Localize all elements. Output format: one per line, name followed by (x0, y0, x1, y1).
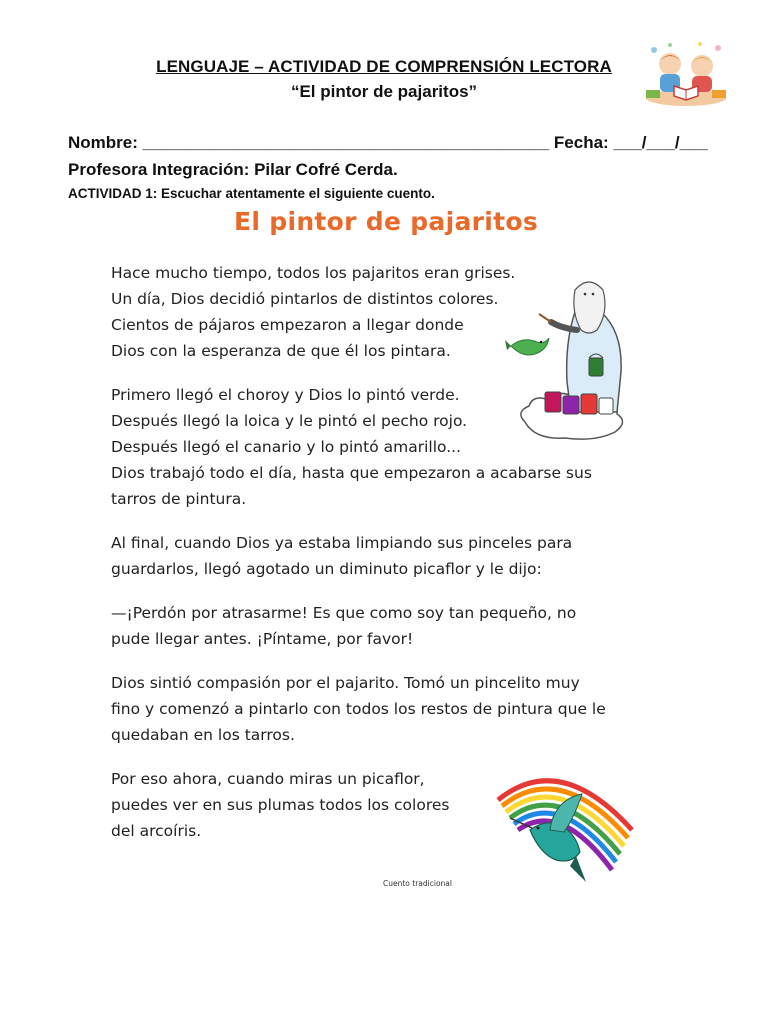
story-line: tarros de pintura. (111, 490, 247, 508)
story-paragraph (111, 600, 671, 652)
hummingbird-rainbow-illustration (490, 760, 640, 895)
story-line: Hace mucho tiempo, todos los pajaritos eran grises. (111, 264, 516, 282)
story-line: pude llegar antes. ¡Píntame, por favor! (111, 630, 414, 648)
name-blank[interactable]: ___________________________________________ (137, 133, 554, 152)
story-line: —¡Perdón por atrasarme! Es que como soy tan pequeño, no (111, 604, 577, 622)
name-label: Nombre: (68, 133, 138, 152)
teacher-line: Profesora Integración: Pilar Cofré Cerda. (68, 160, 398, 179)
story-credit: Cuento tradicional (383, 879, 452, 888)
story-title: El pintor de pajaritos (234, 207, 539, 236)
activity-instruction: ACTIVIDAD 1: Escuchar atentamente el siguiente cuento. (68, 186, 435, 201)
story-line: Un día, Dios decidió pintarlos de distintos colores. (111, 290, 499, 308)
children-reading-illustration (640, 40, 732, 108)
story-line: Por eso ahora, cuando miras un picaflor, (111, 770, 425, 788)
name-date-line (68, 133, 708, 153)
story-line: Al final, cuando Dios ya estaba limpiando sus pinceles para (111, 534, 573, 552)
story-line: Después llegó el canario y lo pintó amarillo... (111, 438, 461, 456)
story-line: puedes ver en sus plumas todos los colores (111, 796, 450, 814)
story-line: Dios sintió compasión por el pajarito. Tomó un pincelito muy (111, 674, 580, 692)
story-line: Cientos de pájaros empezaron a llegar donde (111, 316, 464, 334)
story-line: fino y comenzó a pintarlo con todos los restos de pintura que le (111, 700, 606, 718)
story-paragraph (111, 670, 671, 748)
document-title: LENGUAJE – ACTIVIDAD DE COMPRENSIÓN LECTORA (156, 57, 612, 76)
story-paragraph (111, 530, 671, 582)
date-blank[interactable]: ___/___/___ (608, 133, 708, 152)
document-subtitle: “El pintor de pajaritos” (290, 82, 478, 101)
story-line: Dios trabajó todo el día, hasta que empezaron a acabarse sus (111, 464, 592, 482)
story-line: quedaban en los tarros. (111, 726, 295, 744)
story-line: guardarlos, llegó agotado un diminuto picaflor y le dijo: (111, 560, 542, 578)
story-line: Después llegó la loica y le pintó el pecho rojo. (111, 412, 468, 430)
god-painting-illustration (505, 272, 635, 447)
story-line: Dios con la esperanza de que él los pintara. (111, 342, 451, 360)
story-line: Primero llegó el choroy y Dios lo pintó verde. (111, 386, 460, 404)
story-line: del arcoíris. (111, 822, 202, 840)
date-label: Fecha: (553, 133, 609, 152)
